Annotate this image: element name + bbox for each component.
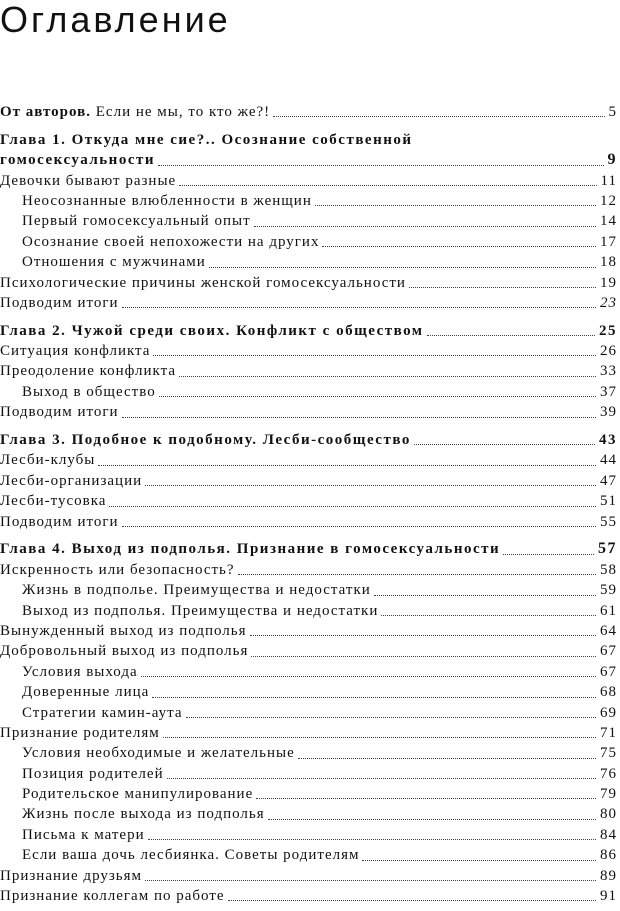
table-of-contents: [0, 102, 620, 906]
toc-entry: [0, 293, 620, 313]
toc-entry-prefix: От авторов.: [0, 104, 92, 120]
toc-entry-subtitle: Если не мы, то кто же?!: [91, 104, 271, 120]
dot-leader: [122, 306, 596, 308]
toc-page-number: 59: [600, 582, 617, 599]
dot-leader: [273, 115, 604, 117]
toc-entry-title: Психологические причины женской гомосексуальности: [0, 274, 406, 291]
toc-page-number: 5: [608, 104, 617, 120]
toc-page-number: 47: [600, 472, 617, 489]
toc-entry-title: Родительское манипулирование: [22, 786, 254, 803]
toc-page-number: 9: [607, 151, 617, 169]
toc-entry: [0, 382, 620, 402]
dot-leader: [152, 696, 596, 698]
dot-leader: [179, 184, 596, 186]
toc-entry-title: Письма к матери: [22, 826, 145, 843]
dot-leader: [251, 655, 596, 657]
dot-leader: [109, 505, 596, 507]
toc-page-number: 80: [600, 806, 617, 823]
dot-leader: [374, 594, 596, 596]
dot-leader: [145, 879, 596, 881]
toc-page-number: 76: [600, 765, 617, 782]
toc-entry: [0, 784, 620, 804]
toc-entry-title: Признание друзьям: [0, 867, 143, 884]
dot-leader: [179, 375, 596, 377]
toc-entry-title: Если ваша дочь лесбиянка. Советы родителям: [22, 847, 360, 864]
toc-page-number: 57: [598, 540, 617, 558]
dot-leader: [414, 443, 595, 445]
toc-entry-title: Условия выхода: [22, 663, 138, 680]
dot-leader: [153, 354, 596, 356]
toc-entry: [0, 825, 620, 845]
toc-page-number: 68: [600, 684, 617, 701]
toc-entry: [0, 560, 620, 580]
dot-leader: [159, 395, 596, 397]
toc-entry: [0, 171, 620, 191]
toc-entry: [0, 804, 620, 824]
toc-page-number: 14: [600, 213, 617, 230]
dot-leader: [254, 225, 596, 227]
toc-page-number: 84: [600, 826, 617, 843]
toc-entry: [0, 723, 620, 743]
toc-entry: [0, 252, 620, 272]
toc-page-number: 18: [600, 254, 617, 271]
toc-entry-title: Условия необходимые и желательные: [22, 745, 295, 762]
toc-entry-title: Отношения с мужчинами: [22, 254, 206, 271]
toc-entry: [0, 273, 620, 293]
toc-entry: [0, 430, 620, 450]
toc-page-number: 25: [599, 322, 617, 339]
toc-entry: [0, 471, 620, 491]
toc-entry-title: Вынужденный выход из подполья: [0, 622, 247, 639]
toc-entry-title: Девочки бывают разные: [0, 172, 177, 189]
toc-entry: [0, 150, 620, 170]
toc-entry: [0, 491, 620, 511]
dot-leader: [503, 553, 594, 555]
toc-entry: [0, 361, 620, 381]
dot-leader: [163, 736, 596, 738]
dot-leader: [228, 899, 596, 901]
dot-leader: [158, 164, 604, 166]
dot-leader: [238, 573, 596, 575]
toc-entry-title: Искренность или безопасность?: [0, 561, 235, 578]
toc-entry: [0, 130, 620, 150]
dot-leader: [381, 614, 596, 616]
toc-entry-title: Позиция родителей: [22, 765, 164, 782]
toc-entry: [0, 764, 620, 784]
toc-entry-title: [0, 102, 270, 122]
toc-entry: [0, 621, 620, 641]
toc-entry-title: Выход из подполья. Преимущества и недостатки: [22, 602, 379, 619]
toc-entry: [0, 402, 620, 422]
toc-page-number: 12: [600, 192, 617, 209]
toc-entry: [0, 886, 620, 906]
dot-leader: [256, 797, 596, 799]
dot-leader: [362, 859, 596, 861]
dot-leader: [250, 634, 597, 636]
toc-page-number: 44: [600, 452, 617, 469]
toc-page-number: 33: [600, 363, 617, 380]
toc-entry-title: Лесби-организации: [0, 472, 143, 489]
toc-page-number: 89: [600, 867, 617, 884]
toc-entry: [0, 232, 620, 252]
toc-entry-title: Преодоление конфликта: [0, 363, 176, 380]
toc-page-number: 75: [600, 745, 617, 762]
dot-leader: [122, 525, 596, 527]
toc-entry: [0, 682, 620, 702]
toc-entry: [0, 102, 620, 122]
toc-page-number: 86: [600, 847, 617, 864]
toc-entry: [0, 450, 620, 470]
dot-leader: [322, 245, 596, 247]
toc-entry: [0, 341, 620, 361]
toc-page-number: 23: [600, 294, 617, 311]
toc-page-number: 26: [600, 343, 617, 360]
toc-entry: [0, 601, 620, 621]
toc-entry-title: Глава 3. Подобное к подобному. Лесби-сообщество: [0, 432, 411, 449]
toc-entry-title: Жизнь после выхода из подполья: [22, 806, 265, 823]
toc-entry-title: Подводим итоги: [0, 513, 119, 530]
toc-entry: [0, 539, 620, 559]
toc-page-number: 51: [600, 493, 617, 510]
toc-entry: [0, 580, 620, 600]
toc-entry-title: Выход в общество: [22, 383, 156, 400]
toc-entry-title: Лесби-тусовка: [0, 493, 107, 510]
toc-entry-title: Признание родителям: [0, 724, 160, 741]
toc-entry-title: Подводим итоги: [0, 294, 119, 311]
dot-leader: [148, 838, 596, 840]
dot-leader: [145, 484, 596, 486]
toc-entry: [0, 211, 620, 231]
dot-leader: [141, 675, 596, 677]
dot-leader: [315, 204, 596, 206]
toc-entry: [0, 641, 620, 661]
toc-page-number: 55: [600, 513, 617, 530]
toc-entry: [0, 321, 620, 341]
dot-leader: [209, 266, 596, 268]
toc-entry: [0, 662, 620, 682]
toc-page-number: 71: [600, 724, 617, 741]
dot-leader: [167, 777, 596, 779]
dot-leader: [298, 757, 596, 759]
dot-leader: [98, 464, 596, 466]
toc-entry-title: Ситуация конфликта: [0, 343, 151, 360]
toc-page-number: 69: [600, 704, 617, 721]
toc-entry-title: Добровольный выход из подполья: [0, 643, 249, 660]
dot-leader: [268, 818, 596, 820]
toc-entry-title: Признание коллегам по работе: [0, 888, 225, 905]
toc-page-number: 17: [600, 233, 617, 250]
dot-leader: [427, 334, 595, 336]
toc-page-number: 43: [599, 432, 617, 449]
toc-entry: [0, 191, 620, 211]
toc-page-number: 19: [600, 274, 617, 291]
toc-page-number: 67: [600, 663, 617, 680]
toc-entry-title: Подводим итоги: [0, 404, 119, 421]
toc-entry-title: Доверенные лица: [22, 684, 150, 701]
toc-page-number: 67: [600, 643, 617, 660]
toc-page-number: 39: [600, 404, 617, 421]
dot-leader: [409, 286, 596, 288]
toc-entry: [0, 866, 620, 886]
toc-entry: [0, 703, 620, 723]
toc-entry-title: Осознание своей непохожести на других: [22, 233, 320, 250]
toc-page-number: 64: [600, 622, 617, 639]
toc-page-number: 79: [600, 786, 617, 803]
toc-entry-title: Лесби-клубы: [0, 452, 96, 469]
toc-entry-title: Первый гомосексуальный опыт: [22, 213, 251, 230]
toc-page-number: 91: [600, 888, 617, 905]
toc-entry-title: гомосексуальности: [0, 152, 155, 169]
toc-page-number: 58: [600, 561, 617, 578]
toc-entry: [0, 512, 620, 532]
toc-entry: [0, 743, 620, 763]
dot-leader: [122, 416, 596, 418]
dot-leader: [186, 716, 596, 718]
toc-page-number: 61: [600, 602, 617, 619]
toc-entry-title: Жизнь в подполье. Преимущества и недостатки: [22, 582, 371, 599]
toc-page-number: 37: [600, 383, 617, 400]
toc-entry-title: Глава 1. Откуда мне сие?.. Осознание собственной: [0, 131, 413, 148]
page-title: Оглавление: [0, 0, 231, 40]
toc-entry-title: Глава 2. Чужой среди своих. Конфликт с обществом: [0, 322, 424, 339]
toc-entry-title: Глава 4. Выход из подполья. Признание в гомосексуальности: [0, 541, 501, 558]
toc-entry-title: Стратегии камин-аута: [22, 704, 183, 721]
toc-entry: [0, 845, 620, 865]
toc-entry-title: Неосознанные влюбленности в женщин: [22, 192, 312, 209]
toc-page-number: 11: [600, 172, 617, 189]
